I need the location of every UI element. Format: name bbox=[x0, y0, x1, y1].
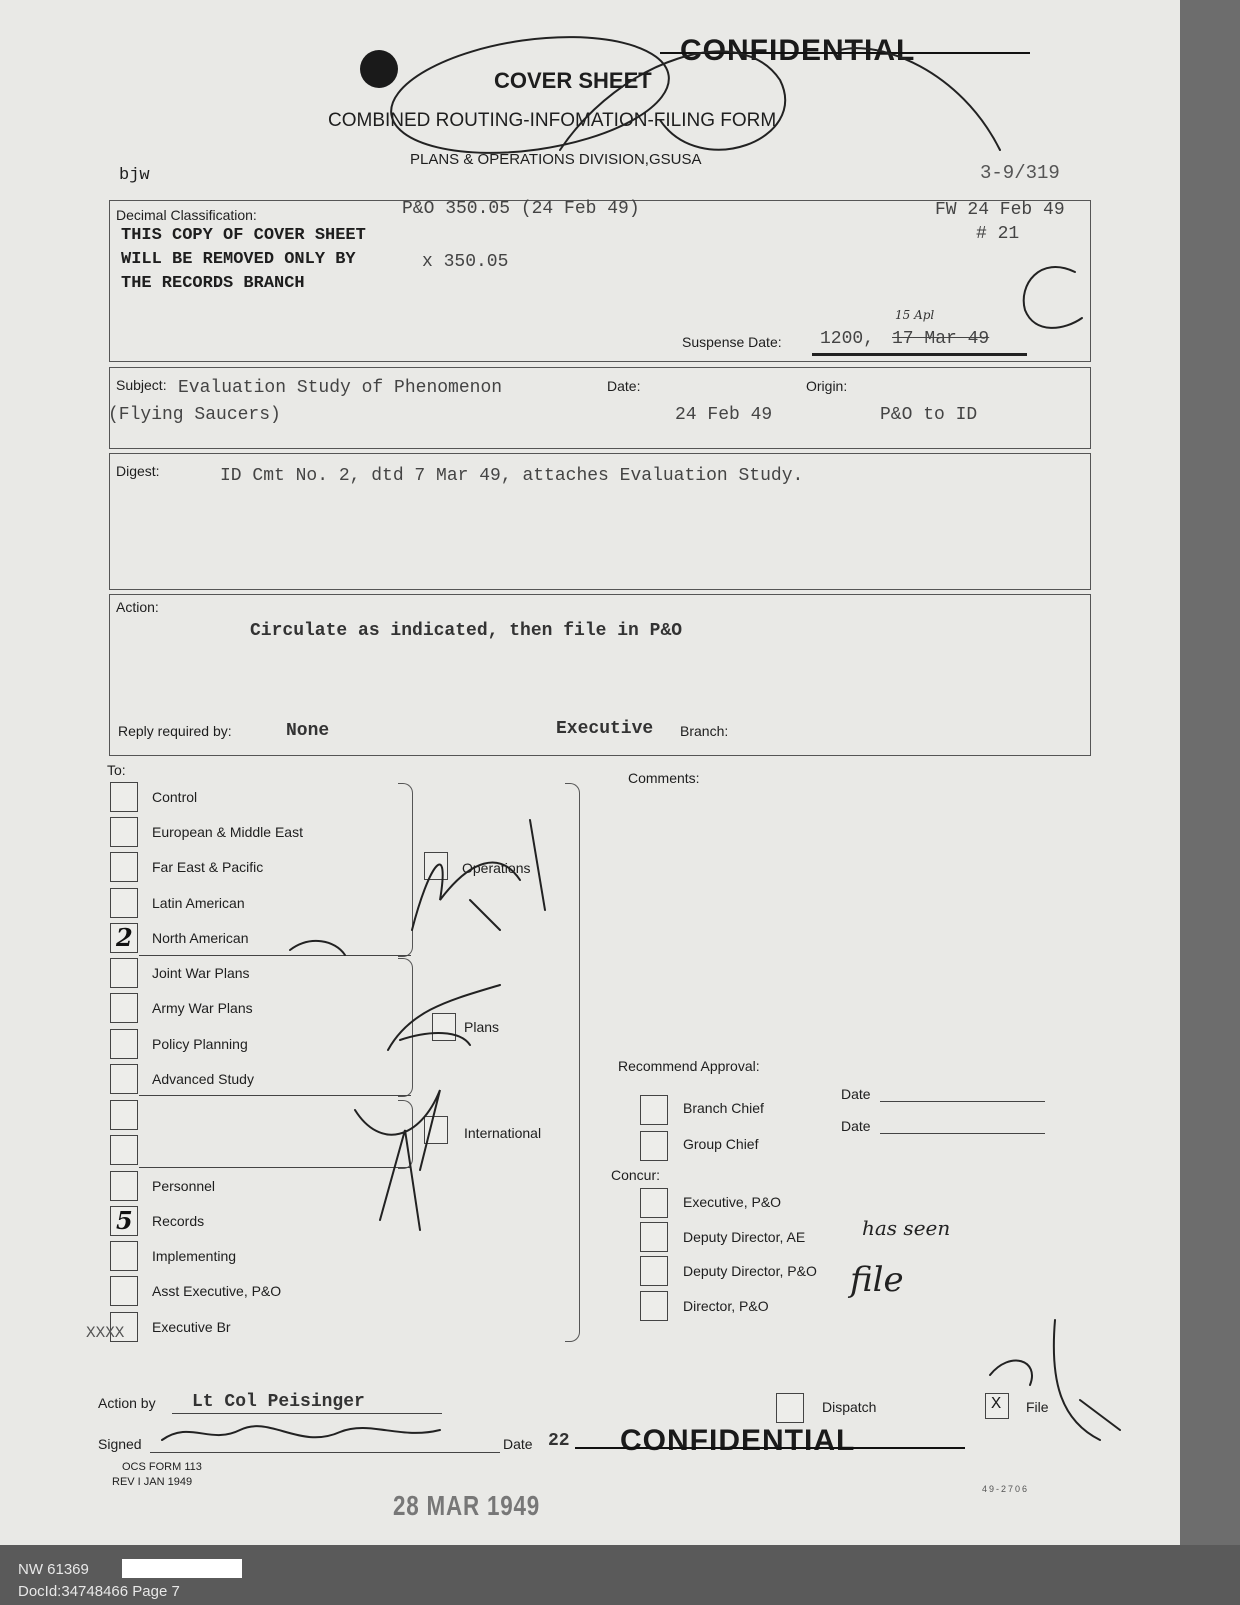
routing-item-label: Policy Planning bbox=[152, 1036, 248, 1052]
routing-item-label: Latin American bbox=[152, 895, 245, 911]
form-number: OCS FORM 113 bbox=[122, 1461, 202, 1473]
file-number: 3-9/319 bbox=[980, 162, 1060, 184]
international-label: International bbox=[464, 1125, 542, 1141]
cover-sheet-title: COVER SHEET bbox=[494, 68, 652, 93]
routing-item-label: European & Middle East bbox=[152, 824, 303, 840]
signed-label: Signed bbox=[98, 1436, 142, 1452]
date-value-bottom: 22 bbox=[548, 1431, 570, 1451]
removal-notice-2: WILL BE REMOVED ONLY BY bbox=[121, 250, 356, 269]
operations-signature bbox=[412, 820, 545, 930]
circle-c-mark bbox=[1024, 267, 1082, 328]
confidential-stamp-top: CONFIDENTIAL bbox=[680, 34, 916, 67]
file-scribble bbox=[990, 1320, 1120, 1440]
xxxx-mark: XXXX bbox=[86, 1324, 125, 1342]
subject-line-1: Evaluation Study of Phenomenon bbox=[178, 378, 503, 398]
plans-label: Plans bbox=[464, 1019, 500, 1035]
received-stamp: 28 MAR 1949 bbox=[393, 1490, 541, 1521]
subject-date-value: 24 Feb 49 bbox=[675, 405, 773, 425]
reply-required-value: None bbox=[286, 721, 330, 741]
cover-sheet-loop bbox=[384, 21, 677, 169]
routing-mark: 2 bbox=[116, 923, 133, 952]
branch-label: Branch: bbox=[680, 723, 729, 739]
director-po-label: Director, P&O bbox=[683, 1298, 769, 1314]
date-label-bottom: Date bbox=[503, 1436, 533, 1452]
suspense-date-struck: 17 Mar 49 bbox=[892, 329, 990, 349]
operations-label: Operations bbox=[462, 860, 531, 876]
date-label-2: Date bbox=[841, 1118, 871, 1134]
north-american-initials bbox=[290, 941, 345, 955]
cross-reference: x 350.05 bbox=[422, 252, 509, 272]
routing-item-label: Joint War Plans bbox=[152, 965, 250, 981]
fw-number: # 21 bbox=[976, 224, 1020, 244]
scan-margin bbox=[1180, 0, 1240, 1545]
action-by-value: Lt Col Peisinger bbox=[192, 1392, 365, 1412]
removal-notice-1: THIS COPY OF COVER SHEET bbox=[121, 226, 366, 245]
decimal-classification-label: Decimal Classification: bbox=[116, 207, 257, 223]
routing-item-label: Asst Executive, P&O bbox=[152, 1283, 282, 1299]
signature bbox=[162, 1426, 440, 1440]
dispatch-label: Dispatch bbox=[822, 1399, 877, 1415]
typist-initials: bjw bbox=[119, 166, 150, 185]
subject-date-label: Date: bbox=[607, 378, 641, 394]
routing-mark: 5 bbox=[116, 1206, 133, 1235]
origin-label: Origin: bbox=[806, 378, 848, 394]
routing-item-label: Records bbox=[152, 1213, 205, 1229]
file-label: File bbox=[1026, 1399, 1049, 1415]
subject-label: Subject: bbox=[116, 377, 167, 393]
digest-label: Digest: bbox=[116, 463, 160, 479]
branch-chief-label: Branch Chief bbox=[683, 1100, 764, 1116]
form-revision: REV I JAN 1949 bbox=[112, 1476, 193, 1488]
deputy-director-ae-label: Deputy Director, AE bbox=[683, 1229, 806, 1245]
suspense-date-handwritten: 15 Apl bbox=[895, 308, 935, 322]
removal-notice-3: THE RECORDS BRANCH bbox=[121, 274, 305, 293]
recommend-approval-label: Recommend Approval: bbox=[618, 1058, 760, 1074]
digest-text: ID Cmt No. 2, dtd 7 Mar 49, attaches Evaluation Study. bbox=[220, 466, 804, 486]
division-name: PLANS & OPERATIONS DIVISION,GSUSA bbox=[410, 151, 702, 168]
action-label: Action: bbox=[116, 599, 159, 615]
suspense-date-label: Suspense Date: bbox=[682, 334, 782, 350]
file-checkbox-mark: X bbox=[991, 1395, 1002, 1414]
print-code: 49-2706 bbox=[982, 1484, 1030, 1494]
routing-item-label: Personnel bbox=[152, 1178, 216, 1194]
action-by-label: Action by bbox=[98, 1395, 156, 1411]
routing-item-label: North American bbox=[152, 930, 249, 946]
confidential-stamp-bottom: CONFIDENTIAL bbox=[620, 1424, 856, 1457]
routing-item-label: Advanced Study bbox=[152, 1071, 254, 1087]
form-subtitle: COMBINED ROUTING-INFOMATION-FILING FORM bbox=[328, 110, 777, 131]
routing-item-label: Executive Br bbox=[152, 1319, 231, 1335]
suspense-date-value: 1200, bbox=[820, 329, 875, 349]
document-id: DocId:34748466 Page 7 bbox=[18, 1583, 180, 1600]
action-text: Circulate as indicated, then file in P&O bbox=[250, 621, 683, 641]
header-scribble bbox=[560, 48, 1000, 150]
routing-item-label: Far East & Pacific bbox=[152, 859, 264, 875]
comments-label: Comments: bbox=[628, 770, 700, 786]
handwritten-has-seen: has seen bbox=[862, 1216, 951, 1240]
nw-number: NW 61369 bbox=[18, 1561, 89, 1578]
fw-date: FW 24 Feb 49 bbox=[935, 200, 1065, 220]
to-label: To: bbox=[107, 762, 126, 778]
routing-item-label: Army War Plans bbox=[152, 1000, 253, 1016]
routing-item-label: Control bbox=[152, 789, 198, 805]
executive-po-label: Executive, P&O bbox=[683, 1194, 782, 1210]
subject-line-2: (Flying Saucers) bbox=[108, 405, 281, 425]
group-chief-label: Group Chief bbox=[683, 1136, 759, 1152]
origin-value: P&O to ID bbox=[880, 405, 978, 425]
routing-item-label: Implementing bbox=[152, 1248, 237, 1264]
deputy-director-po-label: Deputy Director, P&O bbox=[683, 1263, 817, 1279]
date-label-1: Date bbox=[841, 1086, 871, 1102]
concur-label: Concur: bbox=[611, 1167, 661, 1183]
international-signature bbox=[355, 1090, 440, 1230]
decimal-classification-value: P&O 350.05 (24 Feb 49) bbox=[402, 199, 640, 219]
reply-required-label: Reply required by: bbox=[118, 723, 232, 739]
plans-signature bbox=[388, 985, 500, 1050]
branch-value: Executive bbox=[556, 719, 654, 739]
redaction-box bbox=[122, 1559, 242, 1578]
handwritten-file: file bbox=[850, 1260, 904, 1300]
